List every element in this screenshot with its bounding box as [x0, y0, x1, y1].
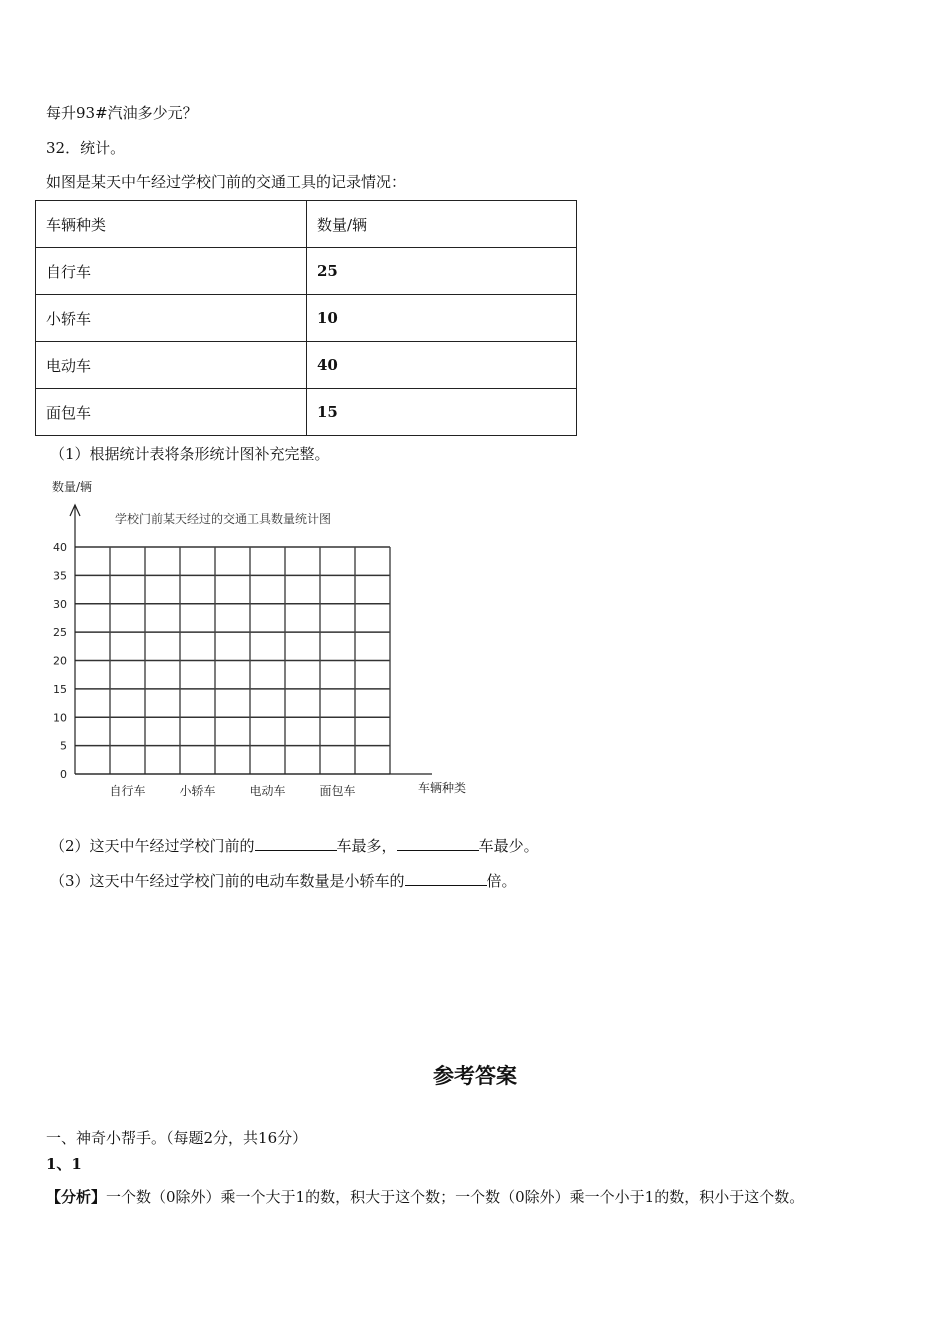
x-tick-label: 电动车 — [249, 784, 286, 798]
answer-blank[interactable] — [405, 871, 487, 886]
answer-blank[interactable] — [397, 836, 479, 851]
table-row — [36, 342, 577, 389]
vehicle-count-cell: 40 — [307, 342, 577, 389]
vehicle-count-cell: 25 — [307, 248, 577, 295]
y-tick-label: 0 — [60, 768, 67, 781]
table-header-cell: 车辆种类 — [36, 201, 307, 248]
vehicle-count-cell: 10 — [307, 295, 577, 342]
x-tick-label: 小轿车 — [179, 784, 216, 798]
part-3-end: 倍。 — [486, 872, 517, 890]
x-tick-label: 自行车 — [109, 784, 146, 798]
statistics-table — [35, 200, 577, 436]
part-3-text — [50, 870, 517, 891]
y-tick-label: 15 — [53, 682, 67, 696]
part-2-lead: （2）这天中午经过学校门前的 — [50, 837, 255, 855]
vehicle-type-cell: 电动车 — [36, 342, 307, 389]
part-2-end: 车最少。 — [478, 837, 539, 855]
previous-question-tail: 每升93#汽油多少元？ — [46, 104, 198, 122]
analysis-tag: 【分析】 — [46, 1188, 107, 1206]
answer-blank[interactable] — [255, 836, 337, 851]
table-header-cell: 数量/辆 — [307, 201, 577, 248]
answer-item: 1、1 — [46, 1155, 82, 1173]
part-1-text: （1）根据统计表将条形统计图补充完整。 — [50, 445, 330, 463]
table-header-row — [36, 201, 577, 248]
section-heading: 一、神奇小帮手。（每题2分，共16分） — [46, 1129, 308, 1147]
analysis-text: 一个数（0除外）乘一个大于1的数，积大于这个数；一个数（0除外）乘一个小于1的数，积小于这个数。 — [106, 1188, 805, 1206]
table-row — [36, 295, 577, 342]
y-tick-label: 25 — [53, 626, 67, 640]
y-tick-label: 20 — [53, 654, 67, 668]
table-row — [36, 389, 577, 436]
y-tick-label: 10 — [53, 711, 67, 725]
bar-chart — [40, 475, 500, 805]
table-row — [36, 248, 577, 295]
vehicle-type-cell: 小轿车 — [36, 295, 307, 342]
answers-heading: 参考答案 — [433, 1063, 517, 1088]
part-3-lead: （3）这天中午经过学校门前的电动车数量是小轿车的 — [50, 872, 405, 890]
analysis-paragraph — [46, 1186, 804, 1207]
y-axis-label: 数量/辆 — [52, 480, 93, 494]
question-intro: 如图是某天中午经过学校门前的交通工具的记录情况： — [46, 173, 407, 191]
part-2-mid: 车最多， — [336, 837, 397, 855]
vehicle-count-cell: 15 — [307, 389, 577, 436]
vehicle-type-cell: 面包车 — [36, 389, 307, 436]
y-tick-label: 35 — [53, 569, 67, 583]
x-axis-label: 车辆种类 — [418, 781, 467, 795]
y-tick-label: 30 — [53, 597, 67, 611]
question-number: 32．统计。 — [46, 139, 126, 157]
part-2-text — [50, 835, 539, 856]
vehicle-type-cell: 自行车 — [36, 248, 307, 295]
x-tick-label: 面包车 — [319, 784, 356, 798]
y-tick-label: 40 — [53, 541, 67, 554]
y-tick-label: 5 — [60, 739, 67, 753]
chart-title: 学校门前某天经过的交通工具数量统计图 — [115, 512, 332, 526]
